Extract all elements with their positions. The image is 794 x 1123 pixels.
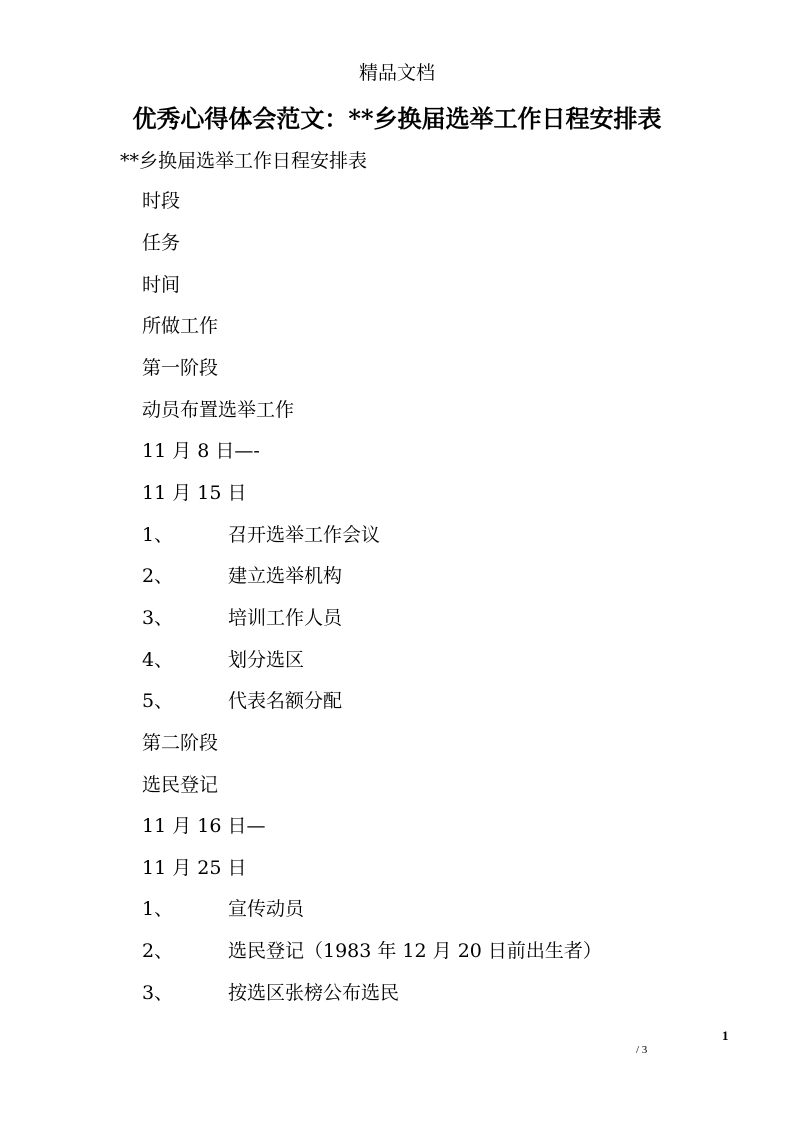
date-line: 11 月 8 日—- xyxy=(142,440,260,462)
list-text: 选民登记（1983 年 12 月 20 日前出生者） xyxy=(228,940,602,962)
list-text: 宣传动员 xyxy=(228,898,305,920)
list-number: 2、 xyxy=(142,940,174,962)
list-item xyxy=(142,523,380,547)
text-line: 时间 xyxy=(142,274,181,296)
list-item xyxy=(142,689,342,713)
page-header: 精品文档 xyxy=(358,62,435,84)
list-item xyxy=(142,939,602,963)
list-item xyxy=(142,564,342,588)
date-line: 11 月 16 日— xyxy=(142,815,266,837)
list-item xyxy=(142,606,342,630)
list-number: 3、 xyxy=(142,607,174,629)
list-item xyxy=(142,897,304,921)
page-number: 1 xyxy=(722,1028,729,1043)
text-line: 第一阶段 xyxy=(142,357,219,379)
text-line: 第二阶段 xyxy=(142,732,219,754)
list-item xyxy=(142,648,304,672)
text-line: 选民登记 xyxy=(142,774,219,796)
list-text: 划分选区 xyxy=(228,649,305,671)
text-line: 动员布置选举工作 xyxy=(142,399,295,421)
list-item xyxy=(142,981,399,1005)
list-text: 代表名额分配 xyxy=(228,690,343,712)
text-line: 所做工作 xyxy=(142,315,219,337)
list-text: 建立选举机构 xyxy=(228,565,343,587)
page-total: / 3 xyxy=(636,1044,648,1056)
list-number: 4、 xyxy=(142,649,174,671)
document-title: 优秀心得体会范文：**乡换届选举工作日程安排表 xyxy=(132,104,662,133)
date-line: 11 月 15 日 xyxy=(142,482,247,504)
text-line: 时段 xyxy=(142,190,181,212)
list-number: 2、 xyxy=(142,565,174,587)
list-number: 3、 xyxy=(142,982,174,1004)
list-text: 召开选举工作会议 xyxy=(228,524,381,546)
date-line: 11 月 25 日 xyxy=(142,857,247,879)
list-number: 5、 xyxy=(142,690,174,712)
list-number: 1、 xyxy=(142,898,174,920)
document-subtitle: **乡换届选举工作日程安排表 xyxy=(120,150,368,172)
list-number: 1、 xyxy=(142,524,174,546)
list-text: 按选区张榜公布选民 xyxy=(228,982,400,1004)
list-text: 培训工作人员 xyxy=(228,607,343,629)
text-line: 任务 xyxy=(142,232,181,254)
